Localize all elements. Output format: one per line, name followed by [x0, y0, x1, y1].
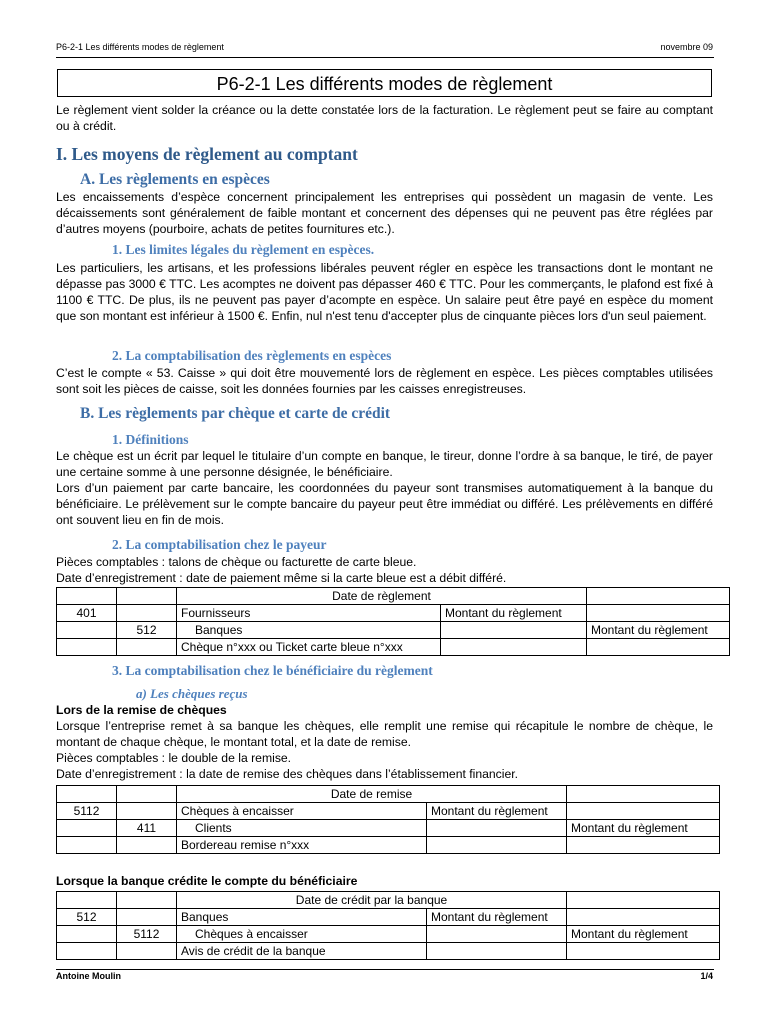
- section-1b1-heading: 1. Définitions: [112, 432, 189, 447]
- remise-text: Lorsque l’entreprise remet à sa banque les chèques, elle remplit une remise qui récapitule le nombre de chèque, le montant de chaque chèque, le montant total, et la date de remise.: [56, 719, 713, 749]
- header-right: novembre 09: [660, 42, 713, 52]
- section-1a1-text: Les particuliers, les artisans, et les professions libérales peuvent régler en espèce les transactions dont le montant ne dépasse pas 3000 € TTC. Les acomptes ne doivent pas dépasser 460 € TTC. Pour les commerçants, le plafond est fixé à 1100 € TTC. De plus, ils ne peuvent pas payer d’acompte en espèce. Un salaire peut être payé en espèce du moment que son montant est inférieur à 1500 €. Enfin, nul n'est tenu d'accepter plus de cinquante pièces lors d'un seul paiement.: [56, 261, 713, 323]
- remise-subheading: Lors de la remise de chèques: [56, 703, 227, 717]
- footer-author: Antoine Moulin: [56, 971, 121, 981]
- page-number: 1/4: [700, 971, 713, 981]
- table-row: [57, 786, 720, 803]
- section-1b3-heading: 3. La comptabilisation chez le bénéficiaire du règlement: [112, 663, 433, 678]
- credit-account: 5112: [117, 926, 177, 943]
- page-title: P6-2-1 Les différents modes de règlement: [57, 69, 712, 97]
- entry-reference: Bordereau remise n°xxx: [177, 837, 427, 854]
- table-row: [57, 605, 730, 622]
- account-label: Banques: [177, 909, 427, 926]
- section-1a-text: Les encaissements d’espèce concernent principalement les entreprises qui possèdent un magasin de vente. Les décaissements sont généralement de faible montant et concernent des dépenses qui ne peuvent pas être réglées par d’autres moyens (pourboire, achats de petites fournitures etc.).: [56, 190, 713, 236]
- credit-subheading: Lorsque la banque crédite le compte du bénéficiaire: [56, 874, 358, 888]
- amount-credit: [567, 909, 720, 926]
- remise-pieces: Pièces comptables : le double de la remise.: [56, 751, 292, 765]
- table-row: [57, 892, 720, 909]
- amount-credit: [587, 605, 730, 622]
- amount-credit: Montant du règlement: [567, 820, 720, 837]
- section-1b3a-heading: a) Les chèques reçus: [136, 686, 248, 701]
- amount-credit: [567, 803, 720, 820]
- header-rule: [56, 57, 714, 58]
- section-1b2-heading: 2. La comptabilisation chez le payeur: [112, 537, 327, 552]
- debit-account: 5112: [57, 803, 117, 820]
- table-row: [57, 588, 730, 605]
- entry-reference: Chèque n°xxx ou Ticket carte bleue n°xxx: [177, 639, 441, 656]
- entry-date: Date de règlement: [177, 588, 587, 605]
- intro-paragraph: Le règlement vient solder la créance ou la dette constatée lors de la facturation. Le règlement peut se faire au comptant ou à crédit.: [56, 103, 713, 133]
- section-1a2-text: C’est le compte « 53. Caisse » qui doit être mouvementé lors de règlement en espèce. Les pièces comptables utilisées sont soit les pièces de caisse, soit les données fournies par les caisses enregistreuses.: [56, 366, 713, 396]
- debit-account: [57, 820, 117, 837]
- header-left: P6-2-1 Les différents modes de règlement: [56, 42, 224, 52]
- payeur-date: Date d’enregistrement : date de paiement même si la carte bleue est a débit différé.: [56, 571, 507, 585]
- journal-table-payeur: [56, 587, 730, 656]
- account-label: Fournisseurs: [177, 605, 441, 622]
- amount-debit: Montant du règlement: [427, 803, 567, 820]
- table-row: [57, 803, 720, 820]
- table-row: [57, 837, 720, 854]
- section-1a-heading: A. Les règlements en espèces: [80, 171, 270, 188]
- amount-debit: Montant du règlement: [441, 605, 587, 622]
- table-row: [57, 820, 720, 837]
- section-1a1-heading: 1. Les limites légales du règlement en espèces.: [112, 242, 375, 257]
- section-1b-heading: B. Les règlements par chèque et carte de crédit: [80, 405, 391, 422]
- credit-account: 411: [117, 820, 177, 837]
- account-label: Banques: [177, 622, 441, 639]
- amount-credit: Montant du règlement: [567, 926, 720, 943]
- amount-debit: Montant du règlement: [427, 909, 567, 926]
- amount-debit: [427, 820, 567, 837]
- account-label: Chèques à encaisser: [177, 926, 427, 943]
- section-1-heading: I. Les moyens de règlement au comptant: [56, 144, 358, 164]
- debit-account: [57, 926, 117, 943]
- table-row: [57, 926, 720, 943]
- section-1a2-heading: 2. La comptabilisation des règlements en espèces: [112, 348, 392, 363]
- credit-account: [117, 909, 177, 926]
- journal-table-remise: [56, 785, 720, 854]
- amount-credit: Montant du règlement: [587, 622, 730, 639]
- entry-reference: Avis de crédit de la banque: [177, 943, 427, 960]
- section-1b1-text1: Le chèque est un écrit par lequel le titulaire d’un compte en banque, le tireur, donne l’ordre à sa banque, le tiré, de payer une certaine somme à une personne désignée, le bénéficiaire.: [56, 449, 713, 479]
- debit-account: 512: [57, 909, 117, 926]
- entry-date: Date de crédit par la banque: [177, 892, 567, 909]
- amount-debit: [441, 622, 587, 639]
- footer-rule: [56, 969, 714, 970]
- table-row: [57, 909, 720, 926]
- debit-account: [57, 622, 117, 639]
- debit-account: 401: [57, 605, 117, 622]
- table-row: [57, 639, 730, 656]
- amount-debit: [427, 926, 567, 943]
- account-label: Chèques à encaisser: [177, 803, 427, 820]
- table-row: [57, 943, 720, 960]
- credit-account: [117, 605, 177, 622]
- section-1b1-text2: Lors d’un paiement par carte bancaire, les coordonnées du payeur sont transmises automatiquement à la banque du bénéficiaire. Le prélèvement sur le compte bancaire du payeur peut être immédiat ou différé. Les prélèvements en différé ont souvent lieu en fin de mois.: [56, 481, 713, 527]
- credit-account: 512: [117, 622, 177, 639]
- credit-account: [117, 803, 177, 820]
- journal-table-credit: [56, 891, 720, 960]
- account-label: Clients: [177, 820, 427, 837]
- remise-date: Date d’enregistrement : la date de remise des chèques dans l’établissement financier.: [56, 767, 519, 781]
- entry-date: Date de remise: [177, 786, 567, 803]
- table-row: [57, 622, 730, 639]
- payeur-pieces: Pièces comptables : talons de chèque ou facturette de carte bleue.: [56, 555, 417, 569]
